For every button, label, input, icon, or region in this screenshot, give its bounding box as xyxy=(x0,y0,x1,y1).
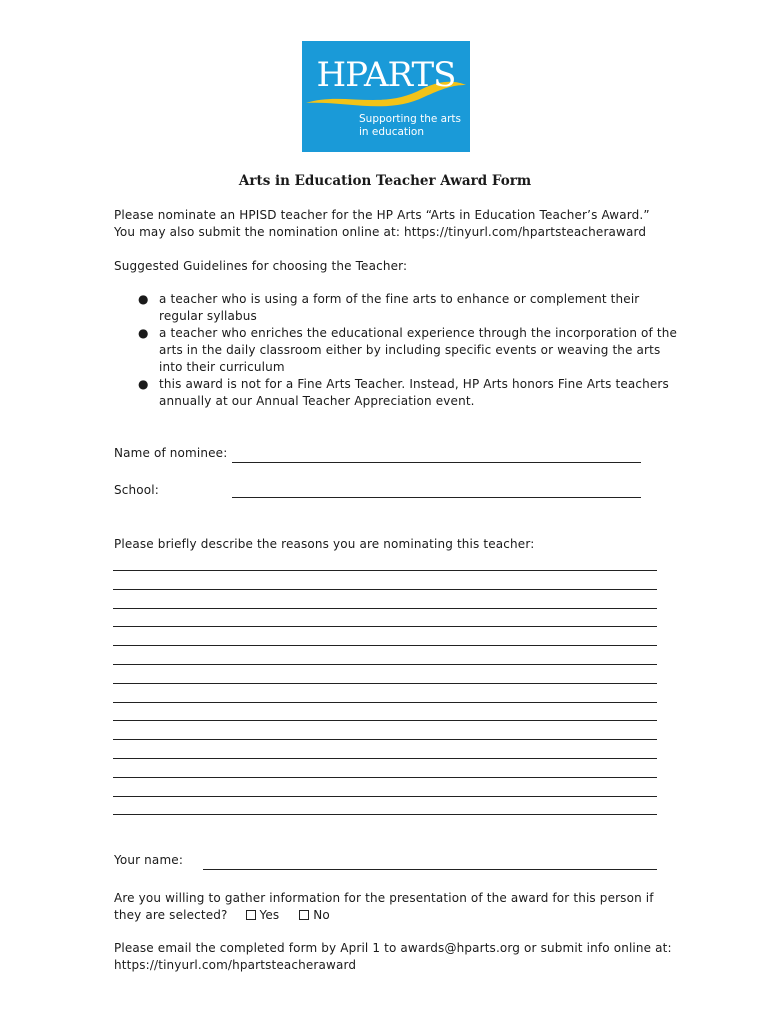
willing-question-line-1: Are you willing to gather information for the presentation of the award for this person if xyxy=(114,891,654,905)
bullet-icon: ● xyxy=(138,292,149,306)
answer-line xyxy=(113,720,657,721)
answer-line xyxy=(113,702,657,703)
answer-line xyxy=(113,570,657,571)
answer-line xyxy=(113,796,657,797)
school-label: School: xyxy=(114,483,159,497)
guideline-line: a teacher who enriches the educational experience through the incorporation of the xyxy=(159,326,678,340)
guideline-line: regular syllabus xyxy=(159,309,257,323)
guidelines-heading: Suggested Guidelines for choosing the Teacher: xyxy=(114,259,408,273)
reasons-label: Please briefly describe the reasons you are nominating this teacher: xyxy=(114,537,535,551)
answer-line xyxy=(113,664,657,665)
yes-checkbox[interactable] xyxy=(246,910,256,920)
guideline-line: this award is not for a Fine Arts Teacher. Instead, HP Arts honors Fine Arts teachers xyxy=(159,377,669,391)
guideline-line: into their curriculum xyxy=(159,360,285,374)
answer-line xyxy=(113,683,657,684)
answer-line xyxy=(113,626,657,627)
intro-line-1: Please nominate an HPISD teacher for the HP Arts “Arts in Education Teacher’s Award.” xyxy=(114,208,650,222)
answer-line xyxy=(113,739,657,740)
bullet-icon: ● xyxy=(138,377,149,391)
nominee-field[interactable] xyxy=(232,462,641,463)
nominee-label: Name of nominee: xyxy=(114,446,228,460)
guideline-line: a teacher who is using a form of the fine arts to enhance or complement their xyxy=(159,292,640,306)
willing-question-line-2 xyxy=(114,907,330,924)
form-title: Arts in Education Teacher Award Form xyxy=(238,173,532,189)
your-name-label: Your name: xyxy=(114,853,184,867)
logo-tagline-2: in education xyxy=(359,126,425,138)
answer-line xyxy=(113,777,657,778)
reasons-textarea[interactable] xyxy=(113,570,657,820)
no-label: No xyxy=(313,908,330,922)
your-name-field[interactable] xyxy=(203,869,657,870)
answer-line xyxy=(113,814,657,815)
answer-line xyxy=(113,608,657,609)
no-checkbox[interactable] xyxy=(299,910,309,920)
guideline-line: annually at our Annual Teacher Appreciation event. xyxy=(159,394,475,408)
logo-tagline-1: Supporting the arts xyxy=(359,113,461,125)
willing-question-prefix: they are selected? xyxy=(114,908,228,922)
logo-brand-text: HPARTS xyxy=(316,55,456,95)
closing-line-1: Please email the completed form by April 1 to awards@hparts.org or submit info online at: xyxy=(114,941,672,955)
answer-line xyxy=(113,645,657,646)
guideline-line: arts in the daily classroom either by including specific events or weaving the arts xyxy=(159,343,661,357)
school-field[interactable] xyxy=(232,497,641,498)
answer-line xyxy=(113,758,657,759)
bullet-icon: ● xyxy=(138,326,149,340)
intro-line-2: You may also submit the nomination online at: https://tinyurl.com/hpartsteacheraward xyxy=(114,225,647,239)
yes-label: Yes xyxy=(259,908,280,922)
closing-line-2: https://tinyurl.com/hpartsteacheraward xyxy=(114,958,357,972)
answer-line xyxy=(113,589,657,590)
hparts-logo xyxy=(302,41,470,152)
